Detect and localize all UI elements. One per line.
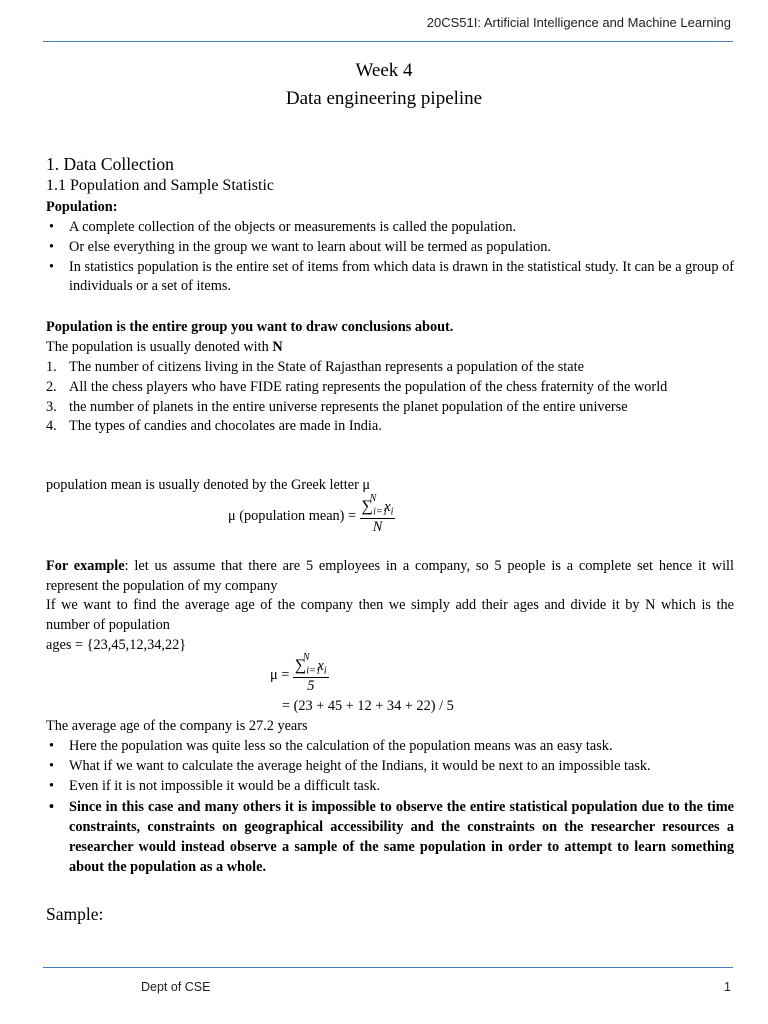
population-mean-formula: μ (population mean) = $\frac{\sum_{i=1}^Nx_i}{N}$ [228,493,394,535]
denoted-text: The population is usually denoted with N [46,339,283,355]
footer-rule [43,967,733,968]
header-rule [43,41,733,42]
bullet-icon: • [49,219,55,235]
sample-heading: Sample: [46,904,104,924]
bullet-icon: • [49,258,55,275]
symbol-n: N [272,339,283,355]
list-item: • Here the population was quite less so the calculation of the population means was an easy task. [46,737,734,757]
list-item: • Since in this case and many others it is impossible to observe the entire statistical population due to the time constraints, constraints on geographical accessibility and the constraints on the researcher resources a researcher would instead observe a sample of the same population in order to attempt to learn something about the population as a whole. [49,799,734,875]
bullet-icon: • [49,238,55,255]
header-course-title: 20CS51I: Artificial Intelligence and Machine Learning [426,15,731,30]
list-item: 4. The types of candies and chocolates are made in India. [46,418,382,435]
list-item: • In statistics population is the entire set of items from which data is drawn in the statistical study. It can be a group of individuals or a set of items. [49,258,734,295]
page-number: 1 [724,980,731,994]
list-item: • Or else everything in the group we want to learn about will be termed as population. [46,238,734,258]
mean-description: population mean is usually denoted by the Greek letter μ [46,477,371,493]
section-heading: 1. Data Collection [46,154,174,174]
population-examples [46,358,734,437]
observation-bullets [46,737,734,878]
bullet-icon: • [49,777,55,794]
list-item: 3. the number of planets in the entire universe represents the planet population of the entire universe [46,398,628,415]
topic-title: Data engineering pipeline [285,88,483,109]
population-label: Population: [46,199,118,215]
population-definition: Population is the entire group you want to draw conclusions about. [46,319,454,335]
average-result: The average age of the company is 27.2 years [46,718,308,734]
list-item: • What if we want to calculate the average height of the Indians, it would be next to an impossible task. [46,757,734,777]
list-item: 2. All the chess players who have FIDE rating represents the population of the chess fraternity of the world [46,378,668,395]
average-paragraph: If we want to find the average age of the company then we simply add their ages and divide it by N which is the number of population [46,597,734,633]
list-item: • Even if it is not impossible it would be a difficult task. [46,777,734,797]
bullet-icon: • [49,799,55,816]
mu-formula: μ = $\frac{\sum_{i=1}^Nx_i}{5}$ [270,652,327,694]
bullet-icon: • [49,738,55,754]
example-paragraph: For example: let us assume that there are 5 employees in a company, so 5 people is a complete set hence it will represent the population of my company [46,558,734,594]
mu-calculation: = (23 + 45 + 12 + 34 + 22) / 5 [282,698,454,714]
list-item: • A complete collection of the objects or measurements is called the population. [46,218,734,238]
population-bullets [46,218,734,297]
ages-set: ages = {23,45,12,34,22} [46,637,187,653]
bullet-icon: • [49,757,55,774]
footer-dept: Dept of CSE [141,980,211,994]
week-title: Week 4 [355,60,413,81]
list-item: 1. The number of citizens living in the State of Rajasthan represents a population of the state [46,359,584,375]
subsection-heading: 1.1 Population and Sample Statistic [46,177,274,194]
